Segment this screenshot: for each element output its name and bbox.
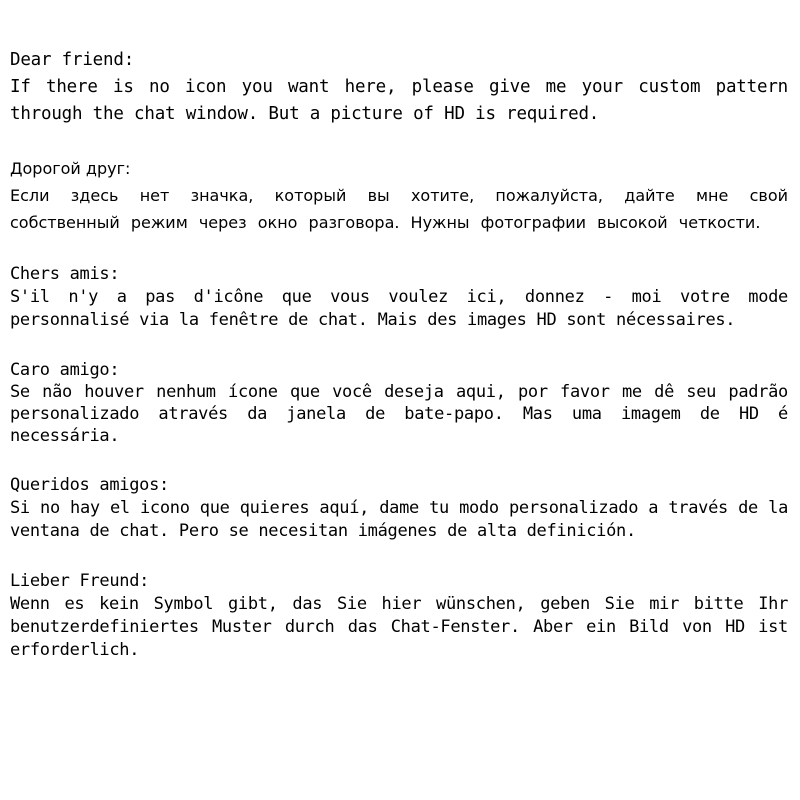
message-body-french: S'il n'y a pas d'icône que vous voulez ici, donnez - moi votre mode personnalisé via la fenêtre de chat. Mais des images HD sont nécessaires. — [10, 287, 788, 330]
greeting-french: Chers amis: — [10, 264, 120, 284]
message-french — [10, 263, 788, 332]
message-russian — [10, 155, 788, 236]
multilingual-notice — [10, 47, 788, 662]
greeting-english: Dear friend: — [10, 50, 135, 70]
message-body-german: Wenn es kein Symbol gibt, das Sie hier wünschen, geben Sie mir bitte Ihr benutzerdefiniertes Muster durch das Chat-Fenster. Aber ein Bild von HD ist erforderlich. — [10, 594, 788, 660]
greeting-german: Lieber Freund: — [10, 571, 150, 591]
message-body-english: If there is no icon you want here, please give me your custom pattern through the chat window. But a picture of HD is required. — [10, 77, 788, 124]
greeting-portuguese: Caro amigo: — [10, 360, 120, 380]
message-portuguese — [10, 359, 788, 447]
message-body-portuguese: Se não houver nenhum ícone que você deseja aqui, por favor me dê seu padrão personalizado através da janela de bate-papo. Mas uma imagem de HD é necessária. — [10, 382, 788, 446]
message-body-spanish: Si no hay el icono que quieres aquí, dame tu modo personalizado a través de la ventana de chat. Pero se necesitan imágenes de alta definición. — [10, 498, 788, 541]
message-english — [10, 47, 788, 128]
message-spanish — [10, 474, 788, 543]
message-body-russian: Если здесь нет значка, который вы хотите, пожалуйста, дайте мне свой собственный режим через окно разговора. Нужны фотографии высокой четкости. — [10, 186, 788, 232]
greeting-russian: Дорогой друг: — [10, 159, 131, 178]
greeting-spanish: Queridos amigos: — [10, 475, 169, 495]
message-german — [10, 570, 788, 662]
